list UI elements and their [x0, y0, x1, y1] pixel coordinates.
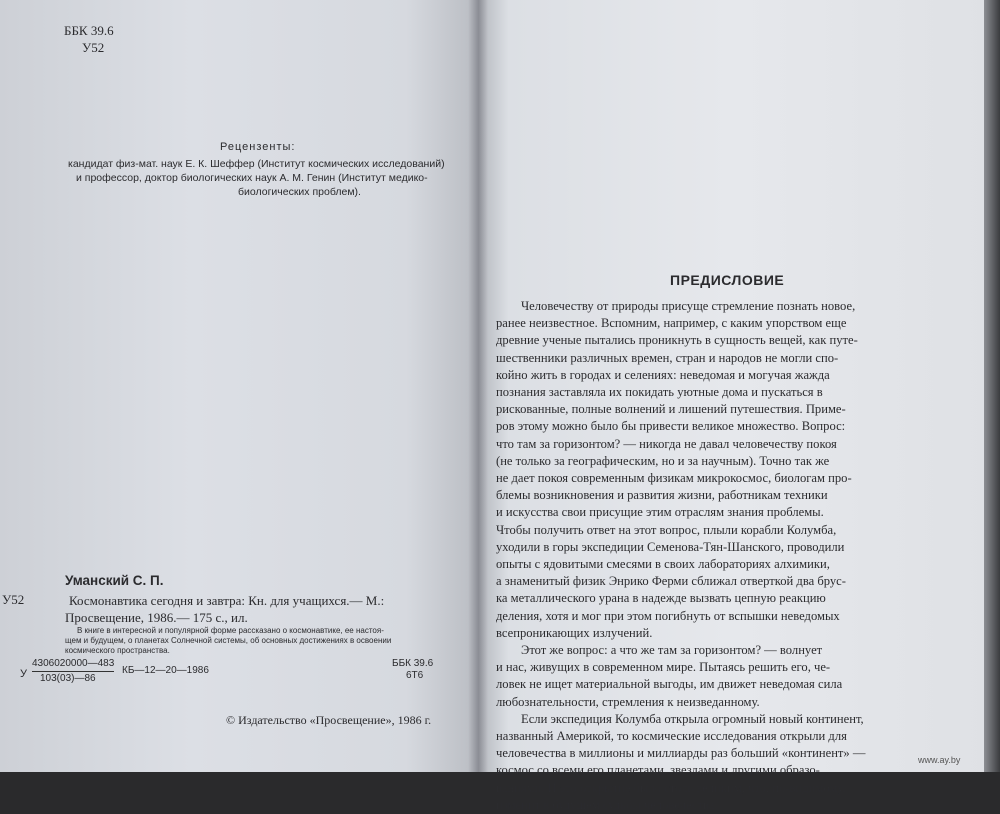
- preface-line: всепроникающих излучений.: [496, 625, 653, 640]
- bbk-line: ББК 39.6: [392, 658, 434, 669]
- preface-line: (не только за географическим, но и за научным). Точно так же: [496, 453, 830, 468]
- reviewers-list: [68, 157, 445, 199]
- reviewer-line: биологических проблем).: [238, 186, 361, 198]
- preface-line: ловек не ищет материальной выгоды, им движет неведомая сила: [496, 677, 843, 692]
- preface-body: [496, 298, 972, 814]
- preface-line: что там за горизонтом? — никогда не давал человечеству покоя: [496, 436, 837, 451]
- book-annotation: [65, 626, 391, 656]
- preface-line: древние ученые пытались проникнуть в сущность вещей, как путе-: [496, 333, 858, 348]
- isbn-denominator: 103(03)—86: [40, 673, 96, 684]
- reviewer-line: и профессор, доктор биологических наук А. М. Генин (Институт медико-: [76, 172, 428, 184]
- catalog-line: Просвещение, 1986.— 175 с., ил.: [65, 610, 248, 625]
- catalog-entry: [65, 592, 384, 626]
- preface-line: а знаменитый физик Энрико Ферми сближал отверткой два брус-: [496, 574, 846, 589]
- preface-line: блемы возникновения и развития жизни, работникам техники: [496, 488, 828, 503]
- preface-line: человечества в миллионы и миллиарды раз больший «континент» —: [496, 746, 866, 761]
- reviewer-line: кандидат физ-мат. наук Е. К. Шеффер (Институт космических исследований): [68, 158, 445, 170]
- preface-line: уходили в горы экспедиции Семенова-Тян-Шанского, проводили: [496, 539, 845, 554]
- preface-line: ров этому можно было бы привести великое множество. Вопрос:: [496, 419, 846, 434]
- bbk-line: 6Т6: [406, 670, 424, 681]
- preface-line: ка металлического урана в надежде вызвать цепную реакцию: [496, 591, 826, 606]
- copyright-line: [226, 713, 431, 728]
- preface-line: космос со всеми его планетами, звездами и другими образо-: [496, 763, 820, 778]
- preface-line: Человечеству от природы присуще стремление познать новое,: [521, 299, 856, 313]
- preface-line: койно жить в городах и селениях: неведомая и могучая жажда: [496, 367, 830, 382]
- preface-line: изменит в будущем судьбы человечества.: [496, 797, 718, 812]
- copyright-text: Издательство «Просвещение», 1986 г.: [238, 713, 432, 727]
- watermark: www.ay.by: [918, 755, 961, 765]
- bbk-line: ББК 39.6: [64, 23, 114, 38]
- copyright-icon: ©: [226, 713, 236, 727]
- reviewers-heading: Рецензенты:: [220, 141, 296, 153]
- bbk-classification-top: [64, 22, 114, 56]
- preface-line: названный Америкой, то космические исследования открыли для: [496, 729, 847, 744]
- preface-line: опыты с ядовитыми смесями в своих лабораториях алхимики,: [496, 557, 830, 572]
- preface-line: Этот же вопрос: а что же там за горизонтом? — волнует: [521, 643, 823, 658]
- preface-line: Если экспедиция Колумба открыла огромный новый континент,: [521, 711, 864, 726]
- bbk-line: У52: [82, 40, 105, 55]
- author-name: Уманский С. П.: [65, 573, 164, 588]
- preface-line: Чтобы получить ответ на этот вопрос, плыли корабли Колумба,: [496, 522, 837, 537]
- isbn-prefix: У: [20, 668, 27, 680]
- preface-line: и нас, живущих в современном мире. Пытаясь решить его, че-: [496, 660, 831, 675]
- annotation-line: щем и будущем, о планетах Солнечной системы, об основных достижениях в освоении: [65, 636, 392, 645]
- preface-line: ваниями. И это открытие было столь великим, что, по-видимому,: [496, 780, 846, 795]
- page-edge: [984, 0, 1000, 772]
- preface-line: рискованные, полные волнений и лишений путешествия. Приме-: [496, 402, 846, 417]
- preface-line: и искусства свои присущие этим отраслям знания проблемы.: [496, 505, 824, 520]
- annotation-line: космического пространства.: [65, 646, 170, 655]
- bbk-classification-bottom: [392, 658, 433, 682]
- preface-title: ПРЕДИСЛОВИЕ: [670, 272, 785, 288]
- preface-line: шественники различных времен, стран и народов не могли спо-: [496, 350, 839, 365]
- catalog-line: Космонавтика сегодня и завтра: Кн. для учащихся.— М.:: [69, 593, 385, 608]
- preface-line: деления, хотя и мог при этом погибнуть от вспышки неведомых: [496, 608, 840, 623]
- preface-line: ранее неизвестное. Вспомним, например, с каким упорством еще: [496, 316, 847, 331]
- annotation-line: В книге в интересной и популярной форме рассказано о космонавтике, ее настоя-: [77, 626, 384, 635]
- preface-line: любознательности, стремления к неизведанному.: [496, 694, 760, 709]
- preface-line: познания заставляла их покидать уютные дома и пускаться в: [496, 385, 823, 400]
- preface-line: не дает покоя современным физикам микрокосмос, биологам про-: [496, 471, 852, 486]
- isbn-fraction: [32, 657, 114, 685]
- isbn-numerator: 4306020000—483: [32, 657, 114, 672]
- book-gutter: [468, 0, 488, 772]
- isbn-kb-code: КБ—12—20—1986: [122, 665, 209, 676]
- catalog-code: У52: [2, 592, 25, 607]
